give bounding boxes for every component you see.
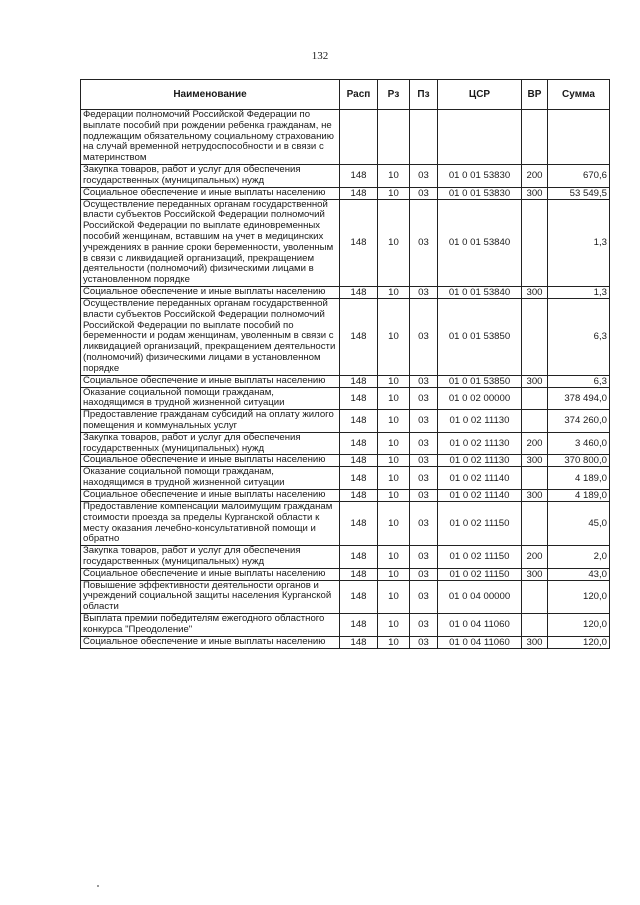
row-csr: 01 0 04 11060: [438, 614, 522, 637]
table-row: [81, 546, 610, 569]
row-rz: 10: [378, 546, 410, 569]
row-sum: [548, 110, 610, 165]
row-rz: 10: [378, 410, 410, 433]
header-pz: Пз: [410, 80, 438, 110]
table-row: [81, 387, 610, 410]
row-rasp: 148: [340, 298, 378, 375]
row-vr: [522, 298, 548, 375]
row-name: Осуществление переданных органам государственной власти субъектов Российской Федерации полномочий Российской Федерации по выплате пособий по беременности и родам женщинам, уволенным в связи с ликвидацией организаций, прекращением деятельности (полномочий) физическими лицами в установленном порядке: [81, 298, 340, 375]
row-vr: 300: [522, 455, 548, 467]
table-row: [81, 286, 610, 298]
row-sum: 120,0: [548, 580, 610, 613]
row-rasp: 148: [340, 286, 378, 298]
header-sum: Сумма: [548, 80, 610, 110]
row-pz: 03: [410, 501, 438, 545]
row-csr: 01 0 01 53830: [438, 164, 522, 187]
row-sum: 43,0: [548, 568, 610, 580]
row-rz: 10: [378, 455, 410, 467]
row-rz: 10: [378, 187, 410, 199]
row-sum: 120,0: [548, 614, 610, 637]
row-csr: 01 0 02 11130: [438, 432, 522, 455]
row-pz: 03: [410, 568, 438, 580]
table-row: [81, 455, 610, 467]
row-sum: 53 549,5: [548, 187, 610, 199]
row-csr: 01 0 04 11060: [438, 636, 522, 648]
row-rasp: 148: [340, 187, 378, 199]
row-vr: 300: [522, 187, 548, 199]
row-pz: 03: [410, 489, 438, 501]
row-sum: 378 494,0: [548, 387, 610, 410]
row-rasp: 148: [340, 375, 378, 387]
row-pz: 03: [410, 455, 438, 467]
row-vr: [522, 110, 548, 165]
row-name: Социальное обеспечение и иные выплаты населению: [81, 187, 340, 199]
row-name: Социальное обеспечение и иные выплаты населению: [81, 455, 340, 467]
row-rz: 10: [378, 199, 410, 286]
row-rasp: 148: [340, 636, 378, 648]
table-row: [81, 636, 610, 648]
table-row: [81, 110, 610, 165]
row-csr: 01 0 01 53840: [438, 286, 522, 298]
row-rz: 10: [378, 432, 410, 455]
table-row: [81, 187, 610, 199]
header-rasp: Расп: [340, 80, 378, 110]
row-sum: 6,3: [548, 375, 610, 387]
row-vr: 200: [522, 164, 548, 187]
row-name: Социальное обеспечение и иные выплаты населению: [81, 375, 340, 387]
row-pz: 03: [410, 164, 438, 187]
row-pz: 03: [410, 614, 438, 637]
row-pz: 03: [410, 410, 438, 433]
row-vr: 300: [522, 568, 548, 580]
row-rasp: 148: [340, 164, 378, 187]
row-vr: 200: [522, 432, 548, 455]
row-name: Закупка товаров, работ и услуг для обеспечения государственных (муниципальных) нужд: [81, 164, 340, 187]
row-vr: [522, 410, 548, 433]
row-csr: 01 0 02 11130: [438, 410, 522, 433]
row-name: Социальное обеспечение и иные выплаты населению: [81, 286, 340, 298]
row-rasp: 148: [340, 410, 378, 433]
row-sum: 3 460,0: [548, 432, 610, 455]
row-pz: 03: [410, 387, 438, 410]
row-sum: 4 189,0: [548, 467, 610, 490]
row-sum: 2,0: [548, 546, 610, 569]
header-vr: ВР: [522, 80, 548, 110]
table-row: [81, 580, 610, 613]
row-rasp: [340, 110, 378, 165]
row-pz: 03: [410, 546, 438, 569]
row-name: Закупка товаров, работ и услуг для обеспечения государственных (муниципальных) нужд: [81, 432, 340, 455]
row-rasp: 148: [340, 455, 378, 467]
row-rz: 10: [378, 298, 410, 375]
row-rasp: 148: [340, 568, 378, 580]
table-row: [81, 164, 610, 187]
header-csr: ЦСР: [438, 80, 522, 110]
row-rz: 10: [378, 568, 410, 580]
row-vr: 300: [522, 489, 548, 501]
row-csr: 01 0 01 53850: [438, 298, 522, 375]
row-pz: 03: [410, 286, 438, 298]
row-csr: 01 0 02 11150: [438, 501, 522, 545]
table-row: [81, 199, 610, 286]
row-csr: 01 0 02 11150: [438, 568, 522, 580]
row-csr: 01 0 01 53850: [438, 375, 522, 387]
row-name: Предоставление гражданам субсидий на оплату жилого помещения и коммунальных услуг: [81, 410, 340, 433]
row-vr: [522, 199, 548, 286]
row-csr: 01 0 04 00000: [438, 580, 522, 613]
row-name: Предоставление компенсации малоимущим гражданам стоимости проезда за пределы Курганской области к месту оказания лечебно-консультативной помощи и обратно: [81, 501, 340, 545]
row-rz: [378, 110, 410, 165]
table-row: [81, 614, 610, 637]
row-vr: 300: [522, 286, 548, 298]
row-rz: 10: [378, 286, 410, 298]
row-vr: [522, 467, 548, 490]
row-pz: 03: [410, 580, 438, 613]
row-csr: 01 0 02 11140: [438, 489, 522, 501]
row-rasp: 148: [340, 580, 378, 613]
row-sum: 120,0: [548, 636, 610, 648]
row-rz: 10: [378, 580, 410, 613]
row-rz: 10: [378, 489, 410, 501]
row-name: Оказание социальной помощи гражданам, находящимся в трудной жизненной ситуации: [81, 387, 340, 410]
row-vr: 300: [522, 636, 548, 648]
row-rasp: 148: [340, 501, 378, 545]
row-name: Федерации полномочий Российской Федерации по выплате пособий при рождении ребенка гражданам, не подлежащим обязательному социальному страхованию на случай временной нетрудоспособности и в связи с материнством: [81, 110, 340, 165]
row-pz: 03: [410, 187, 438, 199]
table-row: [81, 501, 610, 545]
table-header-row: [81, 80, 610, 110]
row-vr: [522, 501, 548, 545]
header-name: Наименование: [81, 80, 340, 110]
row-pz: 03: [410, 375, 438, 387]
table-row: [81, 489, 610, 501]
row-pz: 03: [410, 298, 438, 375]
row-name: Повышение эффективности деятельности органов и учреждений социальной защиты населения Курганской области: [81, 580, 340, 613]
row-csr: 01 0 02 11130: [438, 455, 522, 467]
row-rz: 10: [378, 614, 410, 637]
row-sum: 1,3: [548, 199, 610, 286]
row-vr: 200: [522, 546, 548, 569]
row-vr: [522, 387, 548, 410]
row-vr: [522, 580, 548, 613]
row-name: Социальное обеспечение и иные выплаты населению: [81, 636, 340, 648]
row-csr: 01 0 02 11140: [438, 467, 522, 490]
row-sum: 4 189,0: [548, 489, 610, 501]
row-rasp: 148: [340, 489, 378, 501]
row-name: Осуществление переданных органам государственной власти субъектов Российской Федерации полномочий Российской Федерации по выплате единовременных пособий женщинам, вставшим на учет в медицинских учреждениях в ранние сроки беременности, уволенным в связи с ликвидацией организаций, прекращением деятельности (полномочий) физическими лицами в установленном порядке: [81, 199, 340, 286]
row-rz: 10: [378, 636, 410, 648]
row-csr: 01 0 02 00000: [438, 387, 522, 410]
row-name: Выплата премии победителям ежегодного областного конкурса "Преодоление": [81, 614, 340, 637]
table-row: [81, 467, 610, 490]
row-name: Закупка товаров, работ и услуг для обеспечения государственных (муниципальных) нужд: [81, 546, 340, 569]
row-rasp: 148: [340, 467, 378, 490]
table-row: [81, 568, 610, 580]
header-rz: Рз: [378, 80, 410, 110]
row-csr: 01 0 02 11150: [438, 546, 522, 569]
row-vr: 300: [522, 375, 548, 387]
row-rz: 10: [378, 501, 410, 545]
row-sum: 1,3: [548, 286, 610, 298]
row-sum: 370 800,0: [548, 455, 610, 467]
row-rz: 10: [378, 164, 410, 187]
budget-table: [80, 79, 610, 649]
row-rz: 10: [378, 375, 410, 387]
row-name: Социальное обеспечение и иные выплаты населению: [81, 489, 340, 501]
row-sum: 670,6: [548, 164, 610, 187]
row-pz: 03: [410, 636, 438, 648]
table-row: [81, 375, 610, 387]
row-rz: 10: [378, 387, 410, 410]
page-number: 132: [311, 50, 329, 62]
row-csr: [438, 110, 522, 165]
row-pz: 03: [410, 432, 438, 455]
table-row: [81, 410, 610, 433]
row-name: Оказание социальной помощи гражданам, находящимся в трудной жизненной ситуации: [81, 467, 340, 490]
row-sum: 374 260,0: [548, 410, 610, 433]
row-sum: 6,3: [548, 298, 610, 375]
row-pz: [410, 110, 438, 165]
row-rasp: 148: [340, 432, 378, 455]
table-row: [81, 432, 610, 455]
row-pz: 03: [410, 467, 438, 490]
row-rasp: 148: [340, 199, 378, 286]
row-rz: 10: [378, 467, 410, 490]
row-rasp: 148: [340, 614, 378, 637]
row-name: Социальное обеспечение и иные выплаты населению: [81, 568, 340, 580]
row-pz: 03: [410, 199, 438, 286]
row-csr: 01 0 01 53830: [438, 187, 522, 199]
row-rasp: 148: [340, 387, 378, 410]
scan-speck: [97, 885, 99, 887]
table-row: [81, 298, 610, 375]
row-csr: 01 0 01 53840: [438, 199, 522, 286]
row-sum: 45,0: [548, 501, 610, 545]
row-vr: [522, 614, 548, 637]
row-rasp: 148: [340, 546, 378, 569]
